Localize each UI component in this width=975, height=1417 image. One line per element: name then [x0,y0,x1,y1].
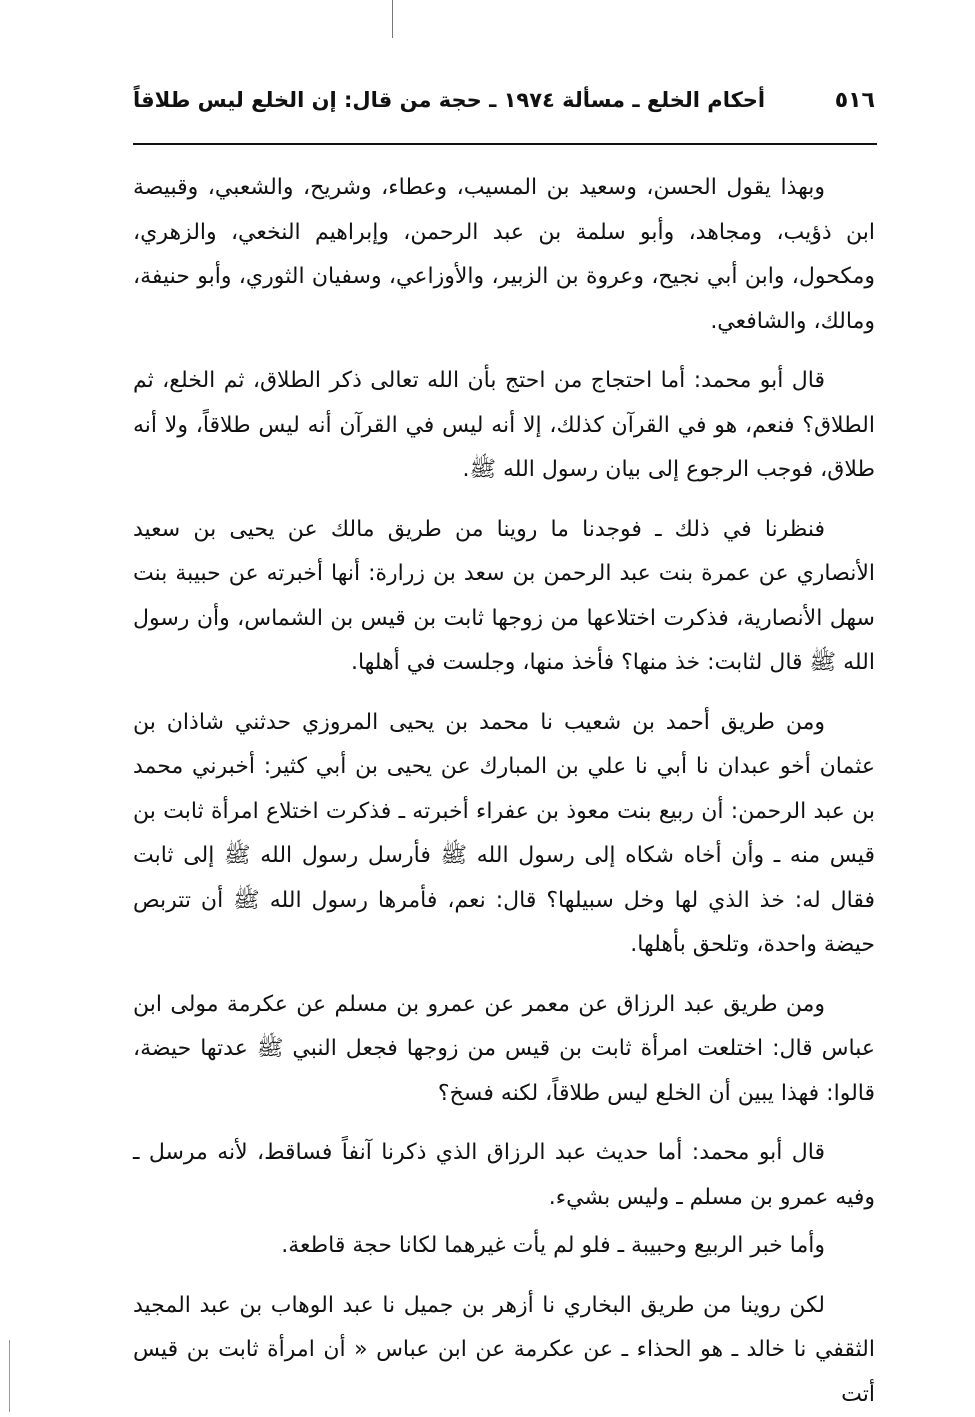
header-divider [133,143,877,145]
scan-edge-mark [9,1340,10,1412]
page-number: ٥١٦ [835,88,875,113]
paragraph: قال أبو محمد: أما حديث عبد الرزاق الذي ذكرنا آنفاً فساقط، لأنه مرسل ـ وفيه عمرو بن مسلم ـ وليس بشيء. [133,1131,875,1220]
chapter-heading: أحكام الخلع ـ مسألة ١٩٧٤ ـ حجة من قال: إن الخلع ليس طلاقاً [133,88,765,112]
paragraph: وبهذا يقول الحسن، وسعيد بن المسيب، وعطاء، وشريح، والشعبي، وقبيصة ابن ذؤيب، ومجاهد، وأبو سلمة بن عبد الرحمن، وإبراهيم النخعي، والزهري، ومكحول، وابن أبي نجيح، وعروة بن الزبير، والأوزاعي، وسفيان الثوري، وأبو حنيفة، ومالك، والشافعي. [133,166,875,344]
paragraph: ومن طريق أحمد بن شعيب نا محمد بن يحيى المروزي حدثني شاذان بن عثمان أخو عبدان نا أبي نا علي بن المبارك عن يحيى بن أبي كثير: أخبرني محمد بن عبد الرحمن: أن ربيع بنت معوذ بن عفراء أخبرته ـ فذكرت اختلاع امرأة ثابت بن قيس منه ـ وأن أخاه شكاه إلى رسول الله ﷺ فأرسل رسول الله ﷺ إلى ثابت فقال له: خذ الذي لها وخل سبيلها؟ قال: نعم، فأمرها رسول الله ﷺ أن تتربص حيضة واحدة، وتلحق بأهلها. [133,701,875,968]
paragraph: فنظرنا في ذلك ـ فوجدنا ما روينا من طريق مالك عن يحيى بن سعيد الأنصاري عن عمرة بنت عبد الرحمن بن سعد بن زرارة: أنها أخبرته عن حبيبة بنت سهل الأنصارية، فذكرت اختلاعها من زوجها ثابت بن قيس بن الشماس، وأن رسول الله ﷺ قال لثابت: خذ منها؟ فأخذ منها، وجلست في أهلها. [133,508,875,686]
paragraph: وأما خبر الربيع وحبيبة ـ فلو لم يأت غيرهما لكانا حجة قاطعة. [133,1224,875,1269]
main-text [133,166,875,1417]
paragraph: ومن طريق عبد الرزاق عن معمر عن عمرو بن مسلم عن عكرمة مولى ابن عباس قال: اختلعت امرأة ثابت بن قيس من زوجها فجعل النبي ﷺ عدتها حيضة، قالوا: فهذا يبين أن الخلع ليس طلاقاً، لكنه فسخ؟ [133,983,875,1117]
running-header [133,88,875,128]
scan-edge-mark [392,0,393,38]
paragraph: قال أبو محمد: أما احتجاج من احتج بأن الله تعالى ذكر الطلاق، ثم الخلع، ثم الطلاق؟ فنعم، هو في القرآن كذلك، إلا أنه ليس في القرآن أنه ليس طلاقاً، ولا أنه طلاق، فوجب الرجوع إلى بيان رسول الله ﷺ. [133,359,875,493]
paragraph: لكن روينا من طريق البخاري نا أزهر بن جميل نا عبد الوهاب بن عبد المجيد الثقفي نا خالد ـ هو الحذاء ـ عن عكرمة عن ابن عباس « أن امرأة ثابت بن قيس أتت [133,1284,875,1417]
